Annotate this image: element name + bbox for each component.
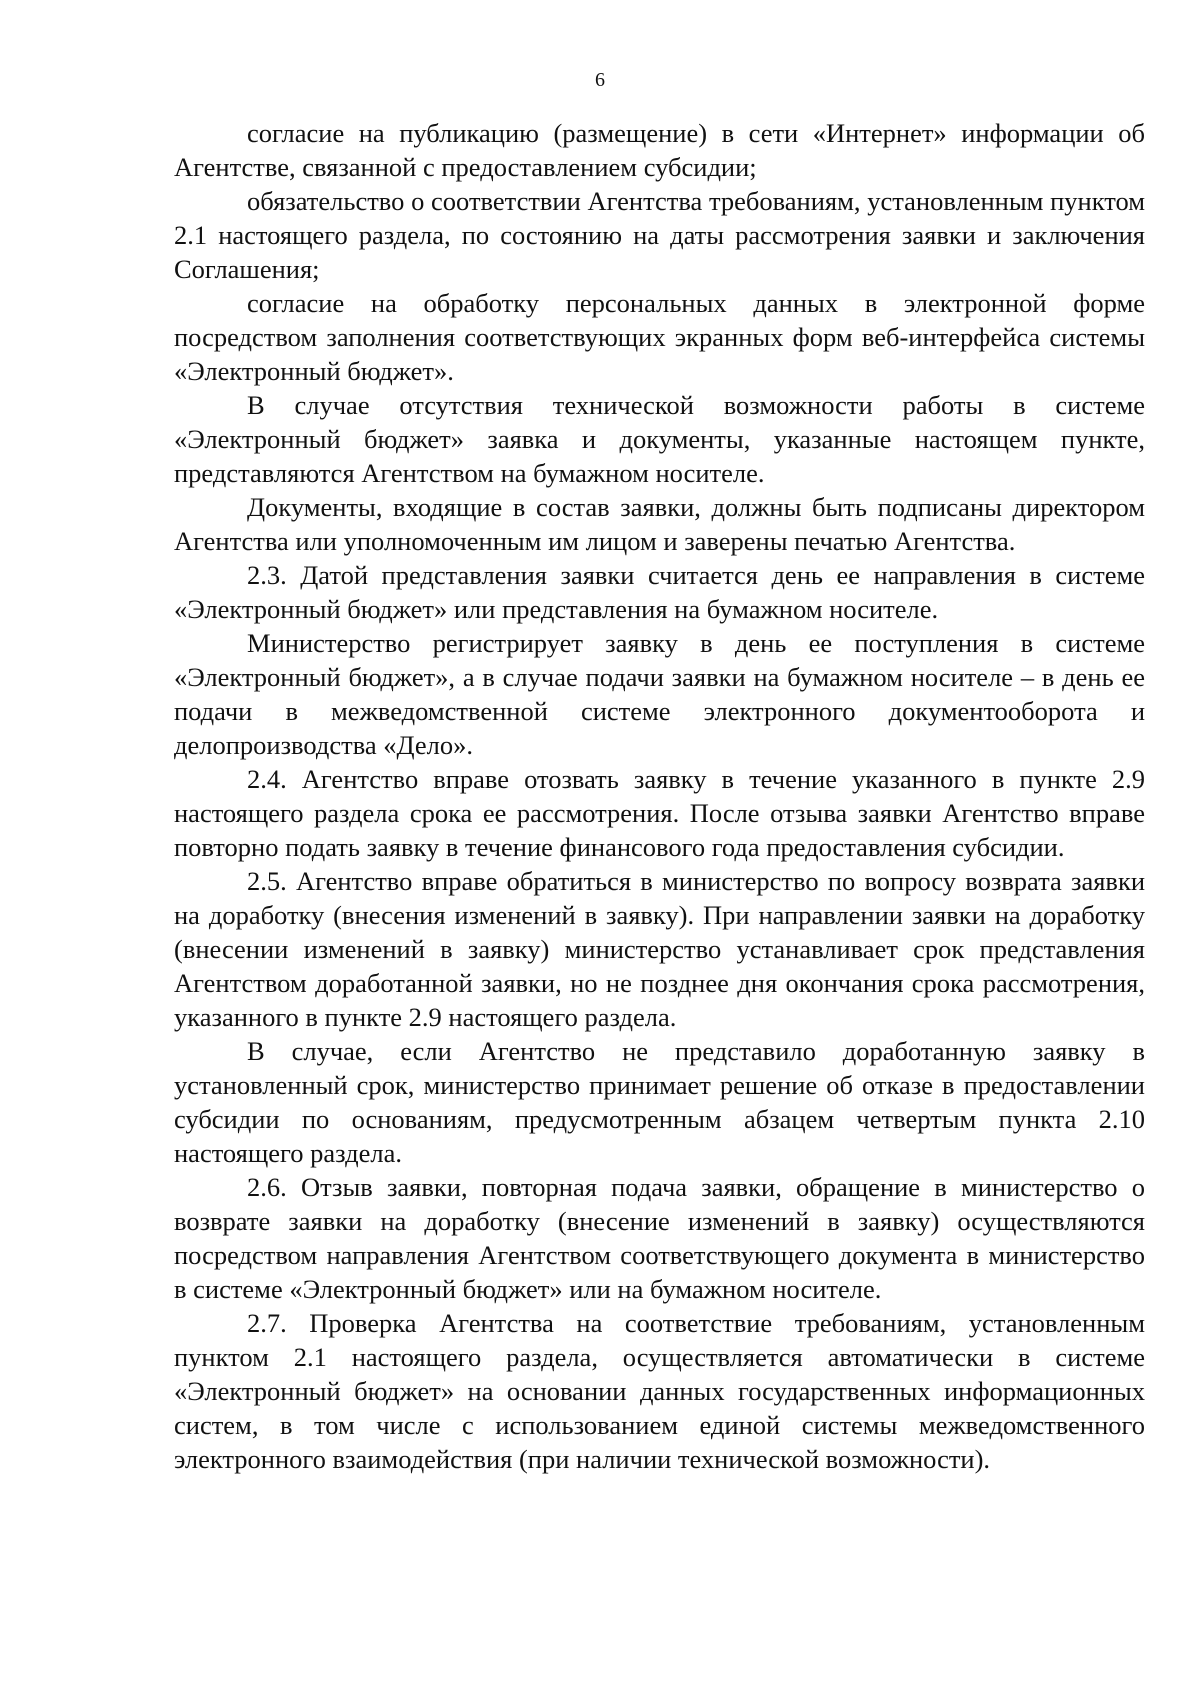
paragraph: 2.6. Отзыв заявки, повторная подача заявки, обращение в министерство о возврате заявки на доработку (внесение изменений в заявку) осуществляются посредством направления Агентством соответствующего документа в министерство в системе «Электронный бюджет» или на бумажном носителе. <box>174 1172 1145 1304</box>
page-number: 6 <box>595 69 605 91</box>
paragraph: В случае отсутствия технической возможности работы в системе «Электронный бюджет» заявка и документы, указанные настоящем пункте, представляются Агентством на бумажном носителе. <box>174 390 1145 488</box>
paragraph: Министерство регистрирует заявку в день ее поступления в системе «Электронный бюджет», а в случае подачи заявки на бумажном носителе – в день ее подачи в межведомственной системе электронного документооборота и делопроизводства «Дело». <box>174 628 1145 760</box>
paragraph: В случае, если Агентство не представило доработанную заявку в установленный срок, министерство принимает решение об отказе в предоставлении субсидии по основаниям, предусмотренным абзацем четвертым пункта 2.10 настоящего раздела. <box>174 1036 1145 1168</box>
paragraph: согласие на обработку персональных данных в электронной форме посредством заполнения соответствующих экранных форм веб-интерфейса системы «Электронный бюджет». <box>174 288 1145 386</box>
document-body <box>174 116 1145 1476</box>
paragraph: обязательство о соответствии Агентства требованиям, установленным пунктом 2.1 настоящего раздела, по состоянию на даты рассмотрения заявки и заключения Соглашения; <box>174 186 1145 284</box>
paragraph: согласие на публикацию (размещение) в сети «Интернет» информации об Агентстве, связанной с предоставлением субсидии; <box>174 118 1145 182</box>
paragraph: Документы, входящие в состав заявки, должны быть подписаны директором Агентства или уполномоченным им лицом и заверены печатью Агентства. <box>174 492 1145 556</box>
paragraph: 2.5. Агентство вправе обратиться в министерство по вопросу возврата заявки на доработку (внесения изменений в заявку). При направлении заявки на доработку (внесении изменений в заявку) министерство устанавливает срок представления Агентством доработанной заявки, но не позднее дня окончания срока рассмотрения, указанного в пункте 2.9 настоящего раздела. <box>174 866 1145 1032</box>
paragraph: 2.7. Проверка Агентства на соответствие требованиям, установленным пунктом 2.1 настоящего раздела, осуществляется автоматически в системе «Электронный бюджет» на основании данных государственных информационных систем, в том числе с использованием единой системы межведомственного электронного взаимодействия (при наличии технической возможности). <box>174 1308 1145 1474</box>
paragraph: 2.3. Датой представления заявки считается день ее направления в системе «Электронный бюджет» или представления на бумажном носителе. <box>174 560 1145 624</box>
paragraph: 2.4. Агентство вправе отозвать заявку в течение указанного в пункте 2.9 настоящего раздела срока ее рассмотрения. После отзыва заявки Агентство вправе повторно подать заявку в течение финансового года предоставления субсидии. <box>174 764 1145 862</box>
